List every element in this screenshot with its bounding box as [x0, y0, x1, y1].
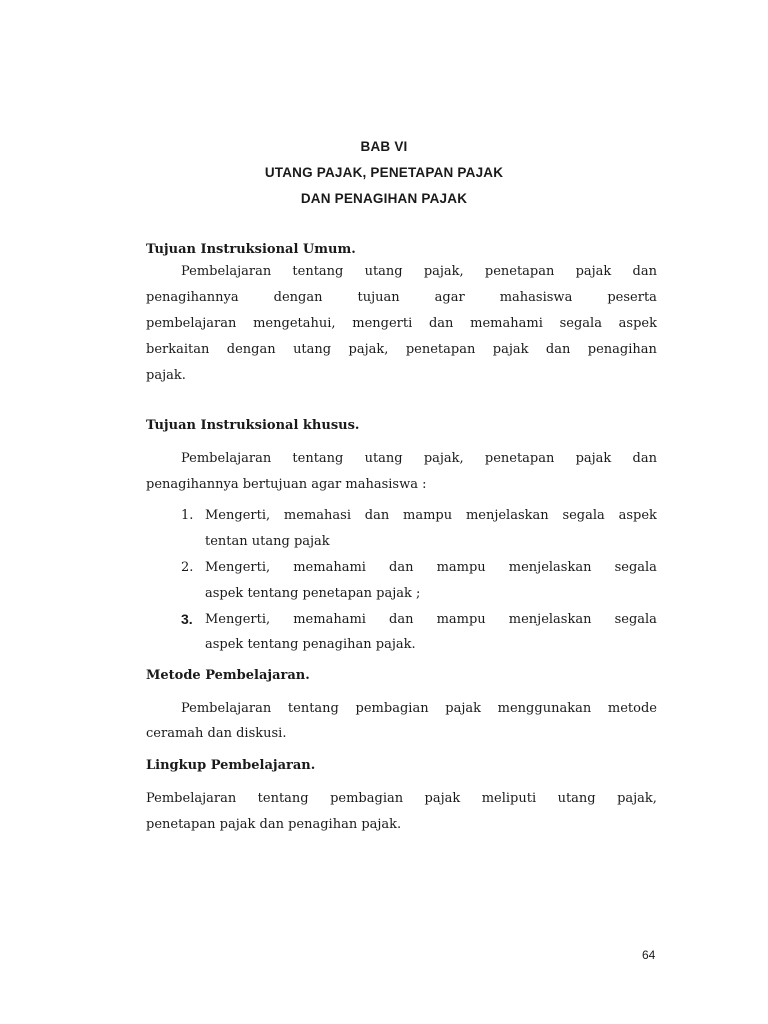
word: utang	[364, 264, 403, 279]
lingkup-paragraph-line-2: penetapan pajak dan penagihan pajak.	[146, 817, 402, 832]
word: dengan	[226, 342, 276, 357]
word: menjelaskan	[508, 560, 592, 575]
word: peserta	[607, 290, 657, 305]
list-item-number: 3.	[181, 611, 193, 627]
word: mengetahui,	[253, 316, 336, 331]
word: tentang	[292, 264, 344, 279]
word: Pembelajaran	[181, 451, 272, 466]
word: menggunakan	[497, 701, 592, 716]
word: Mengerti,	[205, 612, 271, 627]
list-item-3-line-1	[205, 612, 657, 628]
word: penagihannya	[146, 290, 239, 305]
metode-paragraph-line-2: ceramah dan diskusi.	[146, 726, 287, 741]
list-item-2-line-1	[205, 560, 657, 576]
word: aspek	[618, 316, 657, 331]
word: segala	[614, 612, 657, 627]
word: mahasiswa	[499, 290, 573, 305]
word: berkaitan	[146, 342, 210, 357]
word: dan	[545, 342, 571, 357]
word: pajak	[575, 451, 612, 466]
word: penetapan	[484, 451, 555, 466]
word: memahami	[470, 316, 543, 331]
word: penagihan	[587, 342, 657, 357]
word: dengan	[273, 290, 323, 305]
list-item-2-line-2: aspek tentang penetapan pajak ;	[205, 586, 421, 601]
word: mampu	[403, 508, 453, 523]
word: segala	[614, 560, 657, 575]
page-number: 64	[642, 948, 656, 962]
word: pembelajaran	[146, 316, 237, 331]
list-item-1-line-2: tentan utang pajak	[205, 534, 330, 549]
tiu-paragraph-line-1	[181, 264, 657, 280]
word: Mengerti,	[205, 560, 271, 575]
word: Pembelajaran	[181, 701, 272, 716]
tik-heading: Tujuan Instruksional khusus.	[146, 418, 360, 433]
word: dan	[389, 612, 414, 627]
word: tentang	[287, 701, 339, 716]
word: mampu	[436, 612, 486, 627]
chapter-title-line-2: DAN PENAGIHAN PAJAK	[300, 191, 468, 206]
word: agar	[434, 290, 465, 305]
tiu-paragraph-line-5: pajak.	[146, 368, 186, 383]
lingkup-heading: Lingkup Pembelajaran.	[146, 758, 316, 773]
word: dan	[428, 316, 454, 331]
word: Pembelajaran	[146, 791, 237, 806]
word: utang	[364, 451, 403, 466]
word: pajak,	[348, 342, 389, 357]
word: segala	[559, 316, 602, 331]
word: segala	[562, 508, 605, 523]
word: pajak,	[423, 264, 464, 279]
tiu-heading: Tujuan Instruksional Umum.	[146, 242, 356, 257]
word: dan	[364, 508, 390, 523]
word: aspek	[618, 508, 657, 523]
word: dan	[632, 264, 657, 279]
word: memahasi	[283, 508, 351, 523]
word: pajak	[445, 701, 481, 716]
chapter-title-line-1: UTANG PAJAK, PENETAPAN PAJAK	[264, 165, 504, 180]
tiu-paragraph-line-4	[146, 342, 657, 358]
word: penetapan	[484, 264, 555, 279]
word: pajak,	[617, 791, 657, 806]
chapter-heading: BAB VI	[360, 139, 408, 154]
word: metode	[607, 701, 657, 716]
word: mampu	[436, 560, 486, 575]
word: tujuan	[357, 290, 400, 305]
word: pembagian	[330, 791, 404, 806]
word: pajak	[424, 791, 461, 806]
word: menjelaskan	[508, 612, 592, 627]
word: memahami	[293, 612, 366, 627]
list-item-3-line-2: aspek tentang penagihan pajak.	[205, 637, 416, 652]
list-item-number: 1.	[181, 508, 194, 523]
word: Pembelajaran	[181, 264, 272, 279]
lingkup-paragraph-line-1	[146, 791, 657, 807]
word: mengerti	[352, 316, 413, 331]
word: dan	[632, 451, 657, 466]
word: utang	[557, 791, 596, 806]
metode-heading: Metode Pembelajaran.	[146, 668, 310, 683]
word: penetapan	[405, 342, 476, 357]
word: dan	[389, 560, 414, 575]
word: pajak,	[423, 451, 464, 466]
word: memahami	[293, 560, 366, 575]
word: pembagian	[355, 701, 429, 716]
word: utang	[293, 342, 332, 357]
word: tentang	[257, 791, 309, 806]
tiu-paragraph-line-3	[146, 316, 657, 332]
list-item-number: 2.	[181, 560, 194, 575]
list-item-1-line-1	[205, 508, 657, 524]
metode-paragraph-line-1	[181, 701, 657, 717]
word: menjelaskan	[465, 508, 549, 523]
tik-paragraph-line-1	[181, 451, 657, 467]
word: tentang	[292, 451, 344, 466]
word: pajak	[575, 264, 612, 279]
tiu-paragraph-line-2	[146, 290, 657, 306]
word: Mengerti,	[205, 508, 271, 523]
tik-paragraph-line-2: penagihannya bertujuan agar mahasiswa :	[146, 477, 427, 492]
word: pajak	[492, 342, 529, 357]
word: meliputi	[481, 791, 537, 806]
